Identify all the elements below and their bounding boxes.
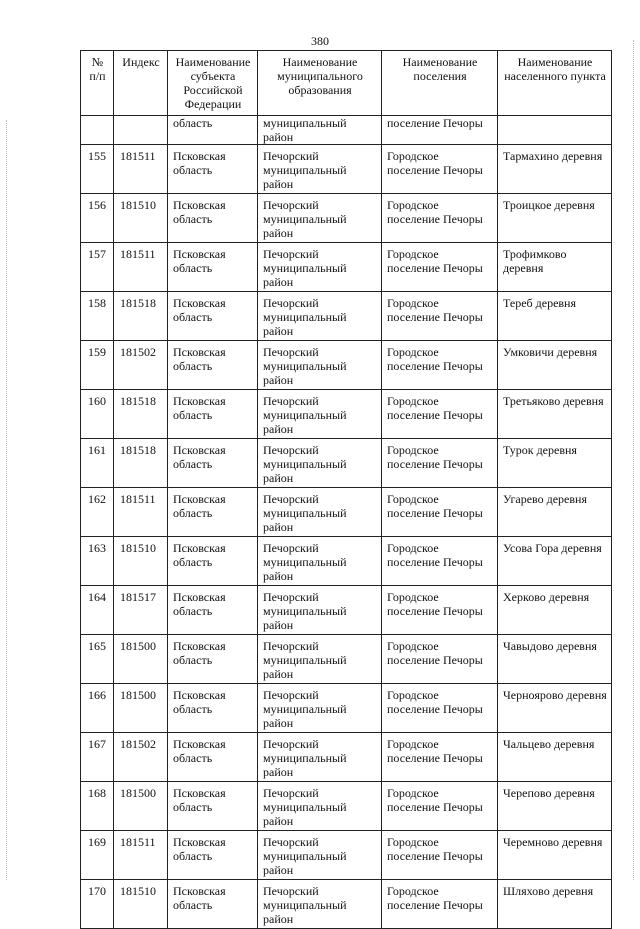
- cell-municipality: Печорский муниципальный район: [258, 341, 382, 390]
- cell-number: 164: [81, 586, 114, 635]
- cell-locality: Чавыдово деревня: [498, 635, 612, 684]
- header-settlement: Наименование поселения: [382, 51, 498, 116]
- header-index: Индекс: [114, 51, 168, 116]
- cell-subject: Псковская область: [168, 243, 258, 292]
- cell-locality: Черноярово деревня: [498, 684, 612, 733]
- table-row: [81, 586, 612, 635]
- table-row: [81, 537, 612, 586]
- cell-settlement: Городское поселение Печоры: [382, 488, 498, 537]
- cell-municipality: Печорский муниципальный район: [258, 145, 382, 194]
- scan-edge-right: [633, 40, 635, 880]
- cell-number: 165: [81, 635, 114, 684]
- cell-index: 181511: [114, 831, 168, 880]
- cell-subject: Псковская область: [168, 145, 258, 194]
- cell-number: 157: [81, 243, 114, 292]
- cell-index: 181510: [114, 880, 168, 929]
- cell-number: 163: [81, 537, 114, 586]
- cell-number: 166: [81, 684, 114, 733]
- cell-settlement: Городское поселение Печоры: [382, 341, 498, 390]
- cell-subject: Псковская область: [168, 194, 258, 243]
- cell-locality: Третьяково деревня: [498, 390, 612, 439]
- cell-locality: Троицкое деревня: [498, 194, 612, 243]
- cell-settlement: Городское поселение Печоры: [382, 586, 498, 635]
- cell-municipality: Печорский муниципальный район: [258, 635, 382, 684]
- page-number: 380: [311, 34, 329, 48]
- cell-settlement: поселение Печоры: [382, 116, 498, 145]
- cell-index: 181517: [114, 586, 168, 635]
- cell-settlement: Городское поселение Печоры: [382, 439, 498, 488]
- cell-index: 181502: [114, 733, 168, 782]
- cell-municipality: Печорский муниципальный район: [258, 880, 382, 929]
- header-locality: Наименование населенного пункта: [498, 51, 612, 116]
- cell-municipality: Печорский муниципальный район: [258, 292, 382, 341]
- cell-number: 156: [81, 194, 114, 243]
- cell-subject: Псковская область: [168, 635, 258, 684]
- cell-number: 161: [81, 439, 114, 488]
- cell-municipality: Печорский муниципальный район: [258, 537, 382, 586]
- continuation-row: [81, 116, 612, 145]
- table-row: [81, 292, 612, 341]
- cell-index: 181511: [114, 145, 168, 194]
- cell-settlement: Городское поселение Печоры: [382, 390, 498, 439]
- cell-locality: Черемново деревня: [498, 831, 612, 880]
- cell-index: [114, 116, 168, 145]
- cell-municipality: Печорский муниципальный район: [258, 831, 382, 880]
- cell-locality: Чальцево деревня: [498, 733, 612, 782]
- cell-subject: Псковская область: [168, 488, 258, 537]
- table-row: [81, 439, 612, 488]
- cell-number: 170: [81, 880, 114, 929]
- cell-locality: Черепово деревня: [498, 782, 612, 831]
- cell-settlement: Городское поселение Печоры: [382, 831, 498, 880]
- cell-number: [81, 116, 114, 145]
- cell-locality: Угарево деревня: [498, 488, 612, 537]
- cell-subject: Псковская область: [168, 439, 258, 488]
- scan-edge-left: [6, 120, 8, 880]
- cell-settlement: Городское поселение Печоры: [382, 243, 498, 292]
- cell-subject: Псковская область: [168, 537, 258, 586]
- cell-locality: Турок деревня: [498, 439, 612, 488]
- table-row: [81, 390, 612, 439]
- cell-settlement: Городское поселение Печоры: [382, 782, 498, 831]
- cell-index: 181510: [114, 194, 168, 243]
- cell-number: 167: [81, 733, 114, 782]
- cell-settlement: Городское поселение Печоры: [382, 292, 498, 341]
- cell-municipality: Печорский муниципальный район: [258, 733, 382, 782]
- cell-municipality: Печорский муниципальный район: [258, 782, 382, 831]
- cell-municipality: Печорский муниципальный район: [258, 488, 382, 537]
- cell-municipality: муниципальный район: [258, 116, 382, 145]
- cell-number: 158: [81, 292, 114, 341]
- table-row: [81, 243, 612, 292]
- table-row: [81, 684, 612, 733]
- cell-municipality: Печорский муниципальный район: [258, 586, 382, 635]
- cell-number: 168: [81, 782, 114, 831]
- cell-index: 181502: [114, 341, 168, 390]
- cell-index: 181500: [114, 782, 168, 831]
- cell-number: 155: [81, 145, 114, 194]
- table-row: [81, 635, 612, 684]
- cell-settlement: Городское поселение Печоры: [382, 194, 498, 243]
- header-number: № п/п: [81, 51, 114, 116]
- cell-number: 159: [81, 341, 114, 390]
- table-row: [81, 831, 612, 880]
- table-row: [81, 782, 612, 831]
- cell-locality: Усова Гора деревня: [498, 537, 612, 586]
- cell-subject: Псковская область: [168, 684, 258, 733]
- cell-municipality: Печорский муниципальный район: [258, 243, 382, 292]
- cell-settlement: Городское поселение Печоры: [382, 733, 498, 782]
- cell-index: 181500: [114, 635, 168, 684]
- cell-locality: [498, 116, 612, 145]
- cell-subject: Псковская область: [168, 782, 258, 831]
- header-subject: Наименование субъекта Российской Федерации: [168, 51, 258, 116]
- cell-locality: Трофимково деревня: [498, 243, 612, 292]
- table-row: [81, 341, 612, 390]
- cell-locality: Тереб деревня: [498, 292, 612, 341]
- cell-subject: Псковская область: [168, 880, 258, 929]
- header-municipality: Наименование муниципального образования: [258, 51, 382, 116]
- cell-municipality: Печорский муниципальный район: [258, 439, 382, 488]
- cell-municipality: Печорский муниципальный район: [258, 390, 382, 439]
- settlements-table: [80, 50, 612, 929]
- cell-municipality: Печорский муниципальный район: [258, 194, 382, 243]
- table-header-row: [81, 51, 612, 116]
- cell-settlement: Городское поселение Печоры: [382, 145, 498, 194]
- cell-subject: Псковская область: [168, 292, 258, 341]
- cell-locality: Херково деревня: [498, 586, 612, 635]
- cell-index: 181511: [114, 488, 168, 537]
- cell-number: 160: [81, 390, 114, 439]
- cell-subject: Псковская область: [168, 733, 258, 782]
- table-row: [81, 733, 612, 782]
- cell-index: 181510: [114, 537, 168, 586]
- cell-subject: Псковская область: [168, 831, 258, 880]
- cell-locality: Тармахино деревня: [498, 145, 612, 194]
- cell-settlement: Городское поселение Печоры: [382, 635, 498, 684]
- cell-municipality: Печорский муниципальный район: [258, 684, 382, 733]
- cell-locality: Шляхово деревня: [498, 880, 612, 929]
- cell-subject: Псковская область: [168, 390, 258, 439]
- cell-settlement: Городское поселение Печоры: [382, 880, 498, 929]
- cell-subject: область: [168, 116, 258, 145]
- table-row: [81, 194, 612, 243]
- cell-index: 181511: [114, 243, 168, 292]
- cell-index: 181518: [114, 390, 168, 439]
- table-row: [81, 880, 612, 929]
- cell-settlement: Городское поселение Печоры: [382, 537, 498, 586]
- cell-subject: Псковская область: [168, 341, 258, 390]
- cell-subject: Псковская область: [168, 586, 258, 635]
- cell-locality: Умковичи деревня: [498, 341, 612, 390]
- cell-number: 169: [81, 831, 114, 880]
- cell-index: 181518: [114, 292, 168, 341]
- table-row: [81, 488, 612, 537]
- table-row: [81, 145, 612, 194]
- cell-index: 181500: [114, 684, 168, 733]
- cell-settlement: Городское поселение Печоры: [382, 684, 498, 733]
- cell-number: 162: [81, 488, 114, 537]
- cell-index: 181518: [114, 439, 168, 488]
